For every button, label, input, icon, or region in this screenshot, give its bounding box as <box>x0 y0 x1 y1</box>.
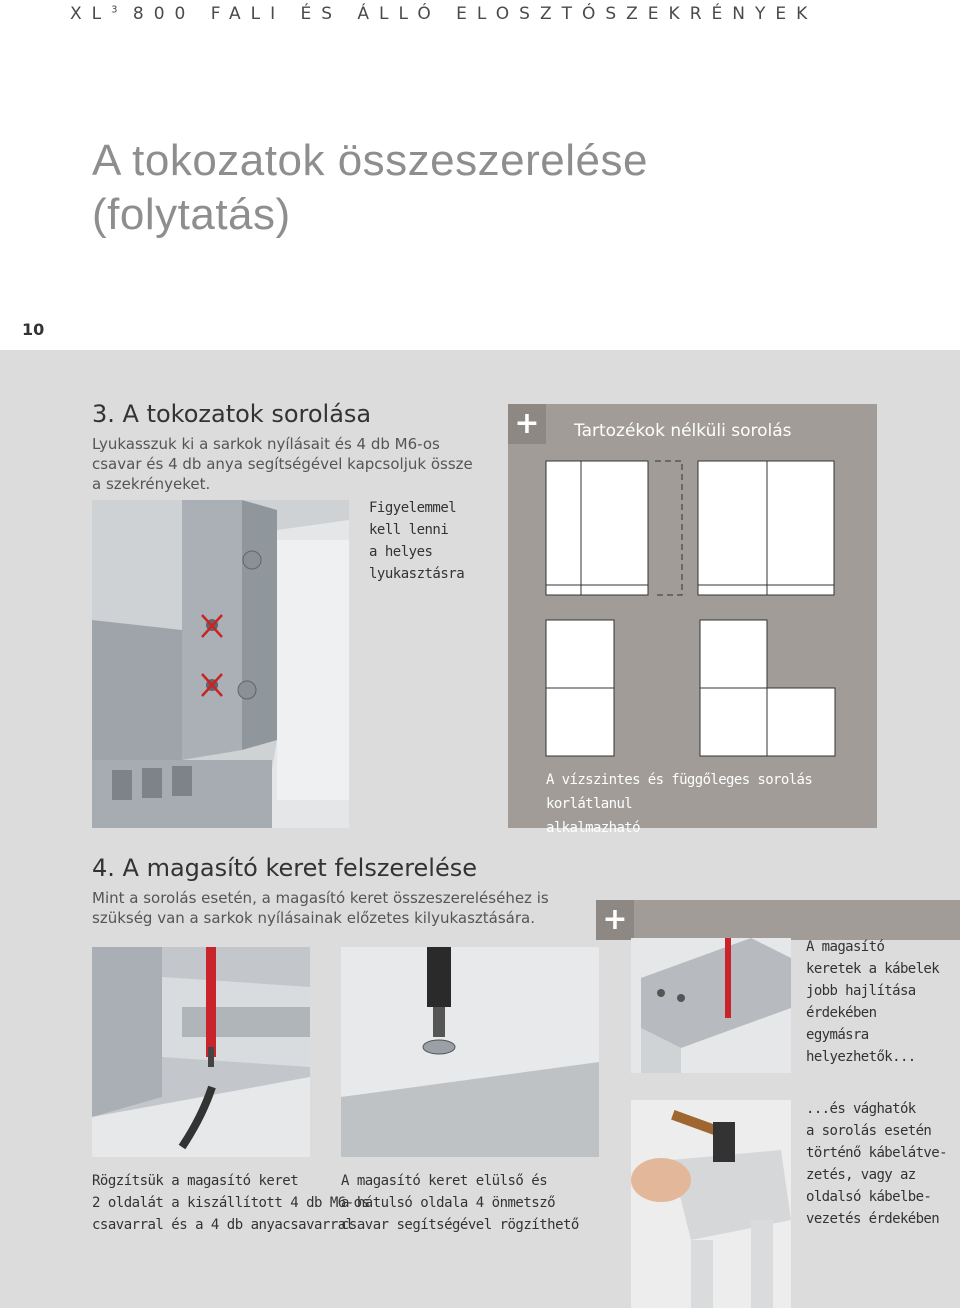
caption-line: A magasító keret elülső és <box>341 1173 548 1189</box>
caption-side-fixing <box>92 1170 370 1236</box>
side-fixing-illustration <box>92 947 310 1157</box>
tip-line: A magasító <box>806 939 885 955</box>
section4-body-line: szükség van a sarkok nyílásainak előzetes kilyukasztására. <box>92 909 535 927</box>
section3-body-line: Lyukasszuk ki a sarkok nyílásait és 4 db M6-os <box>92 435 440 453</box>
page-title <box>92 134 648 242</box>
caption-line: csavarral és a 4 db anyacsavarral <box>92 1217 354 1233</box>
section4-body <box>92 888 592 928</box>
front-screw-illustration <box>341 947 599 1157</box>
tip-line: a sorolás esetén <box>806 1123 932 1139</box>
accessory-note-line: A vízszintes és függőleges sorolás korlátlanul <box>546 772 813 812</box>
section3-body <box>92 434 492 494</box>
accessory-box <box>508 404 877 836</box>
tip-cutting <box>806 1098 947 1230</box>
caption-line: 2 oldalát a kiszállított 4 db M6-os <box>92 1195 370 1211</box>
front-screw-photo <box>341 947 599 1157</box>
tip-line: vezetés érdekében <box>806 1211 940 1227</box>
tip-line: oldalsó kábelbe- <box>806 1189 932 1205</box>
tip-line: keretek a kábelek <box>806 961 940 977</box>
tip-stacking <box>806 936 939 1068</box>
tip-line: érdekében <box>806 1005 877 1021</box>
tip-line: zetés, vagy az <box>806 1167 916 1183</box>
punching-callout <box>369 497 464 585</box>
cutting-frame-photo <box>631 1100 791 1308</box>
stacked-frames-photo <box>631 938 791 1073</box>
callout-line: Figyelemmel <box>369 500 457 516</box>
page-title-line1: A tokozatok összeszerelése <box>92 136 648 185</box>
running-header <box>70 4 817 24</box>
section3-heading: 3. A tokozatok sorolása <box>92 400 372 428</box>
caption-line: Rögzítsük a magasító keret <box>92 1173 299 1189</box>
page-title-line2: (folytatás) <box>92 190 291 239</box>
tip-line: egymásra <box>806 1027 869 1043</box>
callout-line: kell lenni <box>369 522 449 538</box>
section3-body-line: csavar és 4 db anya segítségével kapcsoljuk össze <box>92 455 473 473</box>
page-number: 10 <box>22 320 45 339</box>
accessory-note <box>546 768 866 840</box>
section4-heading: 4. A magasító keret felszerelése <box>92 854 478 882</box>
joining-diagram <box>508 404 877 764</box>
side-fixing-photo <box>92 947 310 1157</box>
tip-line: helyezhetők... <box>806 1049 916 1065</box>
series-superscript: 3 <box>111 4 118 16</box>
callout-line: lyukasztásra <box>369 566 465 582</box>
stacked-frames-illustration <box>631 938 791 1073</box>
caption-line: csavar segítségével rögzíthető <box>341 1217 579 1233</box>
enclosure-joining-illustration <box>92 500 349 828</box>
enclosure-joining-photo <box>92 500 349 828</box>
caption-line: a hátulsó oldala 4 önmetsző <box>341 1195 556 1211</box>
tip-line: történő kábelátve- <box>806 1145 947 1161</box>
callout-line: a helyes <box>369 544 433 560</box>
cutting-frame-illustration <box>631 1100 791 1308</box>
plus-icon: + <box>596 900 634 940</box>
caption-front-screw <box>341 1170 579 1236</box>
section4-body-line: Mint a sorolás esetén, a magasító keret összeszereléséhez is <box>92 889 549 907</box>
plus-icon: + <box>508 404 546 444</box>
tips-header-bar <box>634 900 960 940</box>
accessory-title: Tartozékok nélküli sorolás <box>574 421 792 441</box>
section3-body-line: a szekrényeket. <box>92 475 211 493</box>
accessory-note-line: alkalmazható <box>546 820 640 836</box>
tip-line: ...és vághatók <box>806 1101 916 1117</box>
tip-line: jobb hajlítása <box>806 983 916 999</box>
series-prefix: XL <box>70 4 112 24</box>
series-name: 800 FALI ÉS ÁLLÓ ELOSZTÓSZEKRÉNYEK <box>132 4 818 24</box>
